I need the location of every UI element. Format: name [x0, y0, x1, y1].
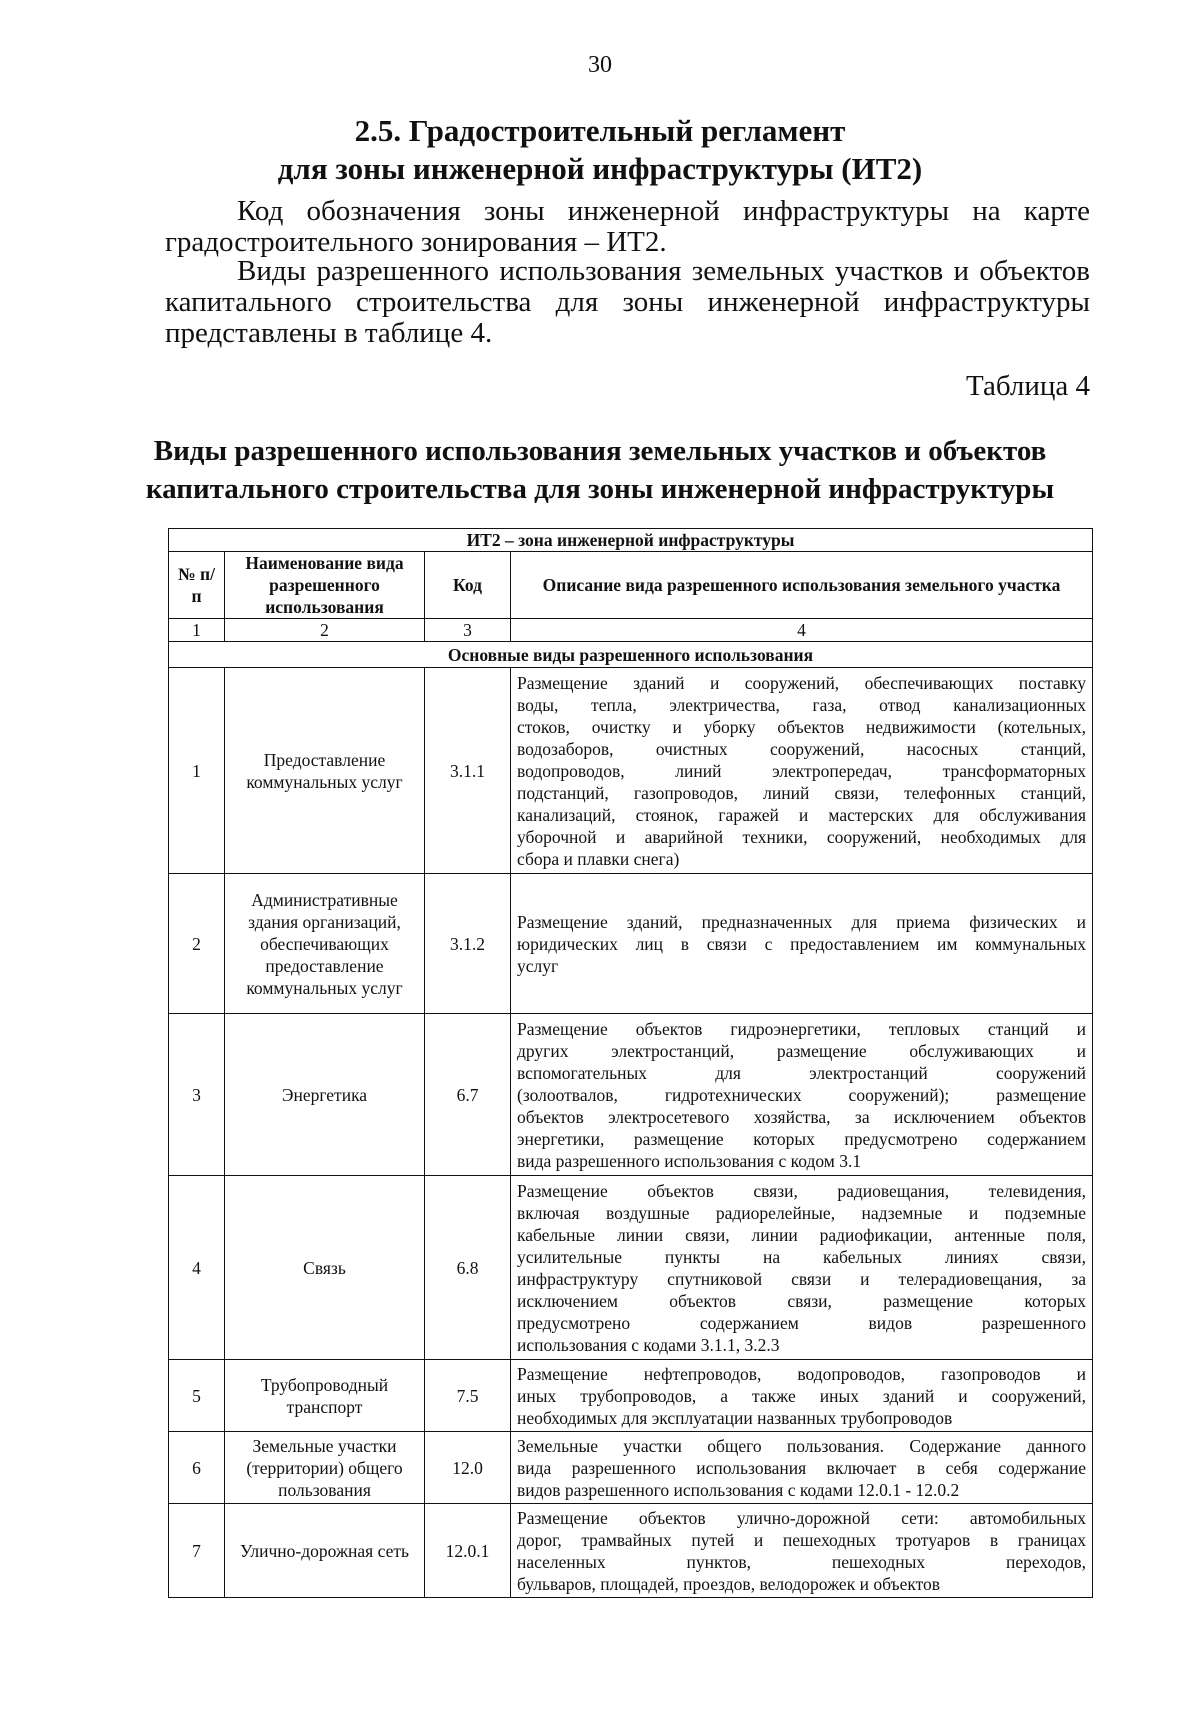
desc-line: Размещение зданий и сооружений, обеспечивающих поставку: [517, 672, 1086, 693]
desc-line: объектов электросетевого хозяйства, за исключением объектов: [517, 1106, 1086, 1127]
row-desc: [511, 668, 1093, 874]
desc-line: Размещение нефтепроводов, водопроводов, газопроводов и: [517, 1363, 1086, 1384]
desc-line: вида разрешенного использования с кодом 3.1: [517, 1150, 862, 1171]
row-name: Улично-дорожная сеть: [225, 1504, 425, 1598]
table-row: [169, 1014, 1093, 1176]
table-row: [169, 1432, 1093, 1504]
intro-p1-line-1: Код обозначения зоны инженерной инфраструктуры на карте: [237, 195, 1090, 227]
desc-line: водопроводов, линий электропередач, трансформаторных: [517, 760, 1086, 781]
col-number-3: 3: [425, 619, 511, 642]
section-title-line-2: для зоны инженерной инфраструктуры (ИТ2): [277, 151, 923, 186]
desc-line: усилительные пункты на кабельных линиях связи,: [517, 1246, 1086, 1267]
col-number-2: 2: [225, 619, 425, 642]
desc-line: подстанций, газопроводов, линий связи, телефонных станций,: [517, 782, 1086, 803]
row-name: Административные здания организаций, обеспечивающих предоставление коммунальных услуг: [225, 874, 425, 1014]
row-num: 2: [169, 874, 225, 1014]
desc-line: использования с кодами 3.1.1, 3.2.3: [517, 1334, 780, 1355]
desc-line: водозаборов, очистных сооружений, насосных станций,: [517, 738, 1086, 759]
table-title: [0, 432, 1200, 508]
table-title-line-1: Виды разрешенного использования земельных участков и объектов: [153, 435, 1047, 467]
row-code: 6.7: [425, 1014, 511, 1176]
desc-line: дорог, трамвайных путей и пешеходных тротуаров в границах: [517, 1529, 1086, 1550]
intro-paragraph-1: [165, 196, 1090, 258]
row-name: Трубопроводный транспорт: [225, 1360, 425, 1432]
desc-line: юридических лиц в связи с предоставлением им коммунальных: [517, 933, 1086, 954]
zone-header: ИТ2 – зона инженерной инфраструктуры: [169, 529, 1093, 552]
desc-line: Земельные участки общего пользования. Содержание данного: [517, 1435, 1086, 1456]
desc-line: услуг: [517, 955, 559, 976]
desc-line: Размещение зданий, предназначенных для приема физических и: [517, 911, 1086, 932]
section-title-line-1: 2.5. Градостроительный регламент: [354, 113, 846, 148]
row-code: 6.8: [425, 1176, 511, 1360]
row-name: Предоставление коммунальных услуг: [225, 668, 425, 874]
section-title: [0, 112, 1200, 188]
row-desc: [511, 1014, 1093, 1176]
col-number-4: 4: [511, 619, 1093, 642]
table-title-line-2: капитального строительства для зоны инженерной инфраструктуры: [145, 473, 1055, 505]
desc-line: сбора и плавки снега): [517, 848, 680, 869]
desc-line: стоков, очистку и уборку объектов недвижимости (котельных,: [517, 716, 1086, 737]
desc-line: инфраструктуру спутниковой связи и телерадиовещания, за: [517, 1268, 1086, 1289]
row-name: Энергетика: [225, 1014, 425, 1176]
desc-line: необходимых для эксплуатации названных трубопроводов: [517, 1407, 953, 1428]
row-num: 6: [169, 1432, 225, 1504]
row-num: 5: [169, 1360, 225, 1432]
desc-line: иных трубопроводов, а также иных зданий и сооружений,: [517, 1385, 1086, 1406]
desc-line: Размещение объектов улично-дорожной сети: автомобильных: [517, 1507, 1086, 1528]
table-row: [169, 668, 1093, 874]
desc-line: воды, тепла, электричества, газа, отвод канализационных: [517, 694, 1086, 715]
desc-line: бульваров, площадей, проездов, велодорожек и объектов: [517, 1573, 941, 1594]
desc-line: населенных пунктов, пешеходных переходов,: [517, 1551, 1086, 1572]
desc-line: включая воздушные радиорелейные, надземные и подземные: [517, 1202, 1086, 1223]
table-row: [169, 1360, 1093, 1432]
desc-line: вспомогательных для электростанций сооружений: [517, 1062, 1086, 1083]
header-name: Наименование вида разрешенного использования: [225, 552, 425, 619]
desc-line: канализаций, стоянок, гаражей и мастерских для обслуживания: [517, 804, 1086, 825]
row-num: 3: [169, 1014, 225, 1176]
row-code: 3.1.1: [425, 668, 511, 874]
row-desc: [511, 1360, 1093, 1432]
row-name: Земельные участки (территории) общего пользования: [225, 1432, 425, 1504]
desc-line: вида разрешенного использования включает в себя содержание: [517, 1457, 1086, 1478]
row-num: 7: [169, 1504, 225, 1598]
table-row: [169, 1504, 1093, 1598]
row-desc: [511, 874, 1093, 1014]
intro-p2-line-2: капитального строительства для зоны инженерной инфраструктуры: [165, 286, 1090, 318]
col-number-1: 1: [169, 619, 225, 642]
intro-paragraph-2: [165, 256, 1090, 349]
desc-line: предусмотрено содержанием видов разрешенного: [517, 1312, 1086, 1333]
desc-line: уборочной и аварийной техники, сооружений, необходимых для: [517, 826, 1086, 847]
table-row: [169, 874, 1093, 1014]
intro-p2-line-3: представлены в таблице 4.: [165, 317, 493, 349]
row-code: 12.0: [425, 1432, 511, 1504]
desc-line: других электростанций, размещение обслуживающих и: [517, 1040, 1086, 1061]
header-num: № п/п: [169, 552, 225, 619]
row-desc: [511, 1176, 1093, 1360]
row-desc: [511, 1432, 1093, 1504]
desc-line: исключением объектов связи, размещение которых: [517, 1290, 1086, 1311]
desc-line: (золоотвалов, гидротехнических сооружений); размещение: [517, 1084, 1086, 1105]
desc-line: Размещение объектов гидроэнергетики, тепловых станций и: [517, 1018, 1086, 1039]
row-name: Связь: [225, 1176, 425, 1360]
intro-p1-line-2: градостроительного зонирования – ИТ2.: [165, 226, 667, 258]
row-desc: [511, 1504, 1093, 1598]
desc-line: энергетики, размещение которых предусмотрено содержанием: [517, 1128, 1086, 1149]
land-use-table: [168, 528, 1093, 1598]
desc-line: кабельные линии связи, линии радиофикации, антенные поля,: [517, 1224, 1086, 1245]
page-number: 30: [588, 52, 612, 78]
row-num: 1: [169, 668, 225, 874]
table-row: [169, 1176, 1093, 1360]
row-code: 7.5: [425, 1360, 511, 1432]
section-main-row: Основные виды разрешенного использования: [169, 642, 1093, 668]
intro-p2-line-1: Виды разрешенного использования земельных участков и объектов: [237, 255, 1090, 287]
table-caption: Таблица 4: [965, 370, 1090, 402]
header-desc: Описание вида разрешенного использования земельного участка: [511, 552, 1093, 619]
row-code: 3.1.2: [425, 874, 511, 1014]
header-code: Код: [425, 552, 511, 619]
desc-line: видов разрешенного использования с кодами 12.0.1 - 12.0.2: [517, 1479, 960, 1500]
desc-line: Размещение объектов связи, радиовещания, телевидения,: [517, 1180, 1086, 1201]
row-code: 12.0.1: [425, 1504, 511, 1598]
row-num: 4: [169, 1176, 225, 1360]
